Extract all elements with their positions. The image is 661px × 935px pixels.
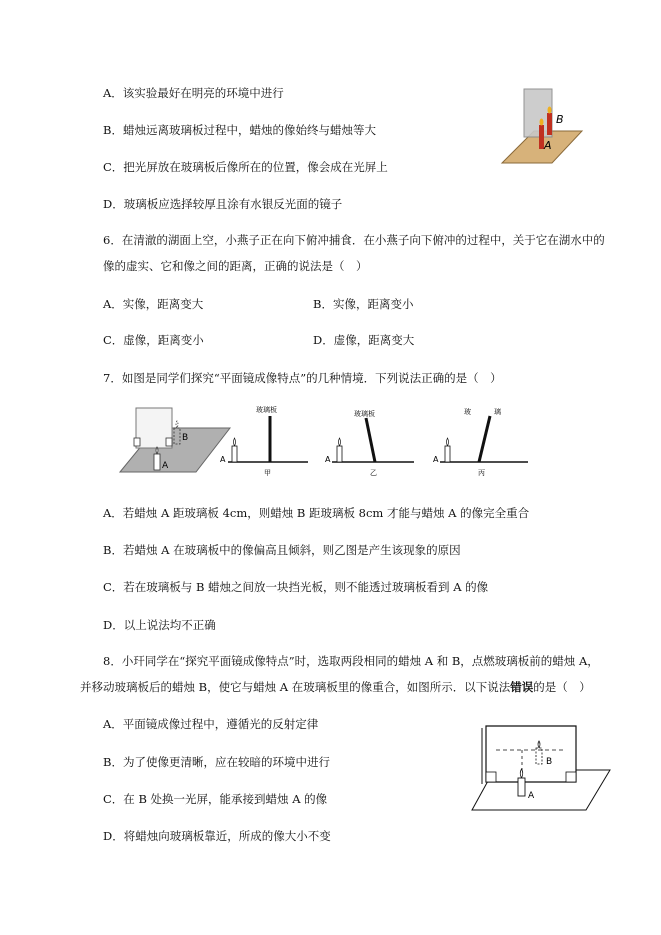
q7-glass-label-3b: 璃 xyxy=(494,408,501,416)
q7-label-b: B xyxy=(182,433,189,443)
q5-option-a: A．该实验最好在明亮的环境中进行 xyxy=(103,86,284,100)
q7-label-a: A xyxy=(162,461,169,471)
q7-figure-bing xyxy=(433,407,528,477)
q5-option-b: B．蜡烛远离玻璃板过程中，蜡烛的像始终与蜡烛等大 xyxy=(103,123,376,137)
q8-stem-line2 xyxy=(80,679,591,695)
q7-glass-label-3a: 玻 xyxy=(464,408,471,416)
q5-option-d: D．玻璃板应选择较厚且涂有水银反光面的镜子 xyxy=(103,197,343,211)
q5-label-a: A xyxy=(544,139,552,152)
q8-stem-line2-pre: 并移动玻璃板后的蜡烛 B，使它与蜡烛 A 在玻璃板里的像重合，如图所示．以下说法 xyxy=(80,680,511,694)
q7-glass-label-1: 玻璃板 xyxy=(256,406,277,414)
q8-label-b: B xyxy=(546,757,553,767)
q6-option-a: A．实像，距离变大 xyxy=(103,297,204,311)
q7-figure-perspective xyxy=(120,408,230,472)
q8-stem-line2-post: 的是（ ） xyxy=(533,680,591,694)
q5-label-b: B xyxy=(556,113,564,126)
q8-option-c: C．在 B 处换一光屏，能承接到蜡烛 A 的像 xyxy=(103,792,328,806)
q8-stem-line1: 8．小玕同学在“探究平面镜成像特点”时，选取两段相同的蜡烛 A 和 B，点燃玻璃板前的蜡烛 A， xyxy=(103,654,599,668)
q7-option-b: B．若蜡烛 A 在玻璃板中的像偏高且倾斜，则乙图是产生该现象的原因 xyxy=(103,543,461,557)
q6-option-c: C．虚像，距离变小 xyxy=(103,333,204,347)
q6-stem-line2: 像的虚实、它和像之间的距离，正确的说法是（ ） xyxy=(103,259,368,273)
q7-figure-jia xyxy=(220,405,308,477)
q7-glass-label-2: 玻璃板 xyxy=(354,410,375,418)
q7-sub-label-yi: 乙 xyxy=(370,469,377,477)
q6-stem-line1: 6．在清澈的湖面上空，小燕子正在向下俯冲捕食．在小燕子向下俯冲的过程中，关于它在湖水中的 xyxy=(103,233,605,247)
q8-option-d: D．将蜡烛向玻璃板靠近，所成的像大小不变 xyxy=(103,829,331,843)
q8-label-a: A xyxy=(528,791,535,801)
q7-sub-label-bing: 丙 xyxy=(478,469,485,477)
q7-stem: 7．如图是同学们探究“平面镜成像特点”的几种情境．下列说法正确的是（ ） xyxy=(103,371,502,385)
q7-sub-label-jia: 甲 xyxy=(264,469,271,477)
q7-candle-label-jia: A xyxy=(220,455,226,464)
q5-option-c: C．把光屏放在玻璃板后像所在的位置，像会成在光屏上 xyxy=(103,160,388,174)
q7-candle-label-bing: A xyxy=(433,455,439,464)
q7-option-d: D．以上说法均不正确 xyxy=(103,618,216,632)
q8-option-b: B．为了使像更清晰，应在较暗的环境中进行 xyxy=(103,755,330,769)
q8-option-a: A．平面镜成像过程中，遵循光的反射定律 xyxy=(103,717,319,731)
q8-figure-glass-plate-candles xyxy=(468,720,618,818)
q7-figure-yi xyxy=(325,409,414,477)
q7-option-a: A．若蜡烛 A 距玻璃板 4cm，则蜡烛 B 距玻璃板 8cm 才能与蜡烛 A 的像完全重合 xyxy=(103,506,530,520)
q5-figure-glass-plate-candles xyxy=(500,85,585,167)
q7-figure xyxy=(118,398,538,480)
q7-candle-label-yi: A xyxy=(325,455,331,464)
q7-option-c: C．若在玻璃板与 B 蜡烛之间放一块挡光板，则不能透过玻璃板看到 A 的像 xyxy=(103,580,489,594)
q6-option-d: D．虚像，距离变大 xyxy=(313,333,415,347)
q8-stem-emphasis: 错误 xyxy=(510,680,534,694)
q6-option-b: B．实像，距离变小 xyxy=(313,297,414,311)
